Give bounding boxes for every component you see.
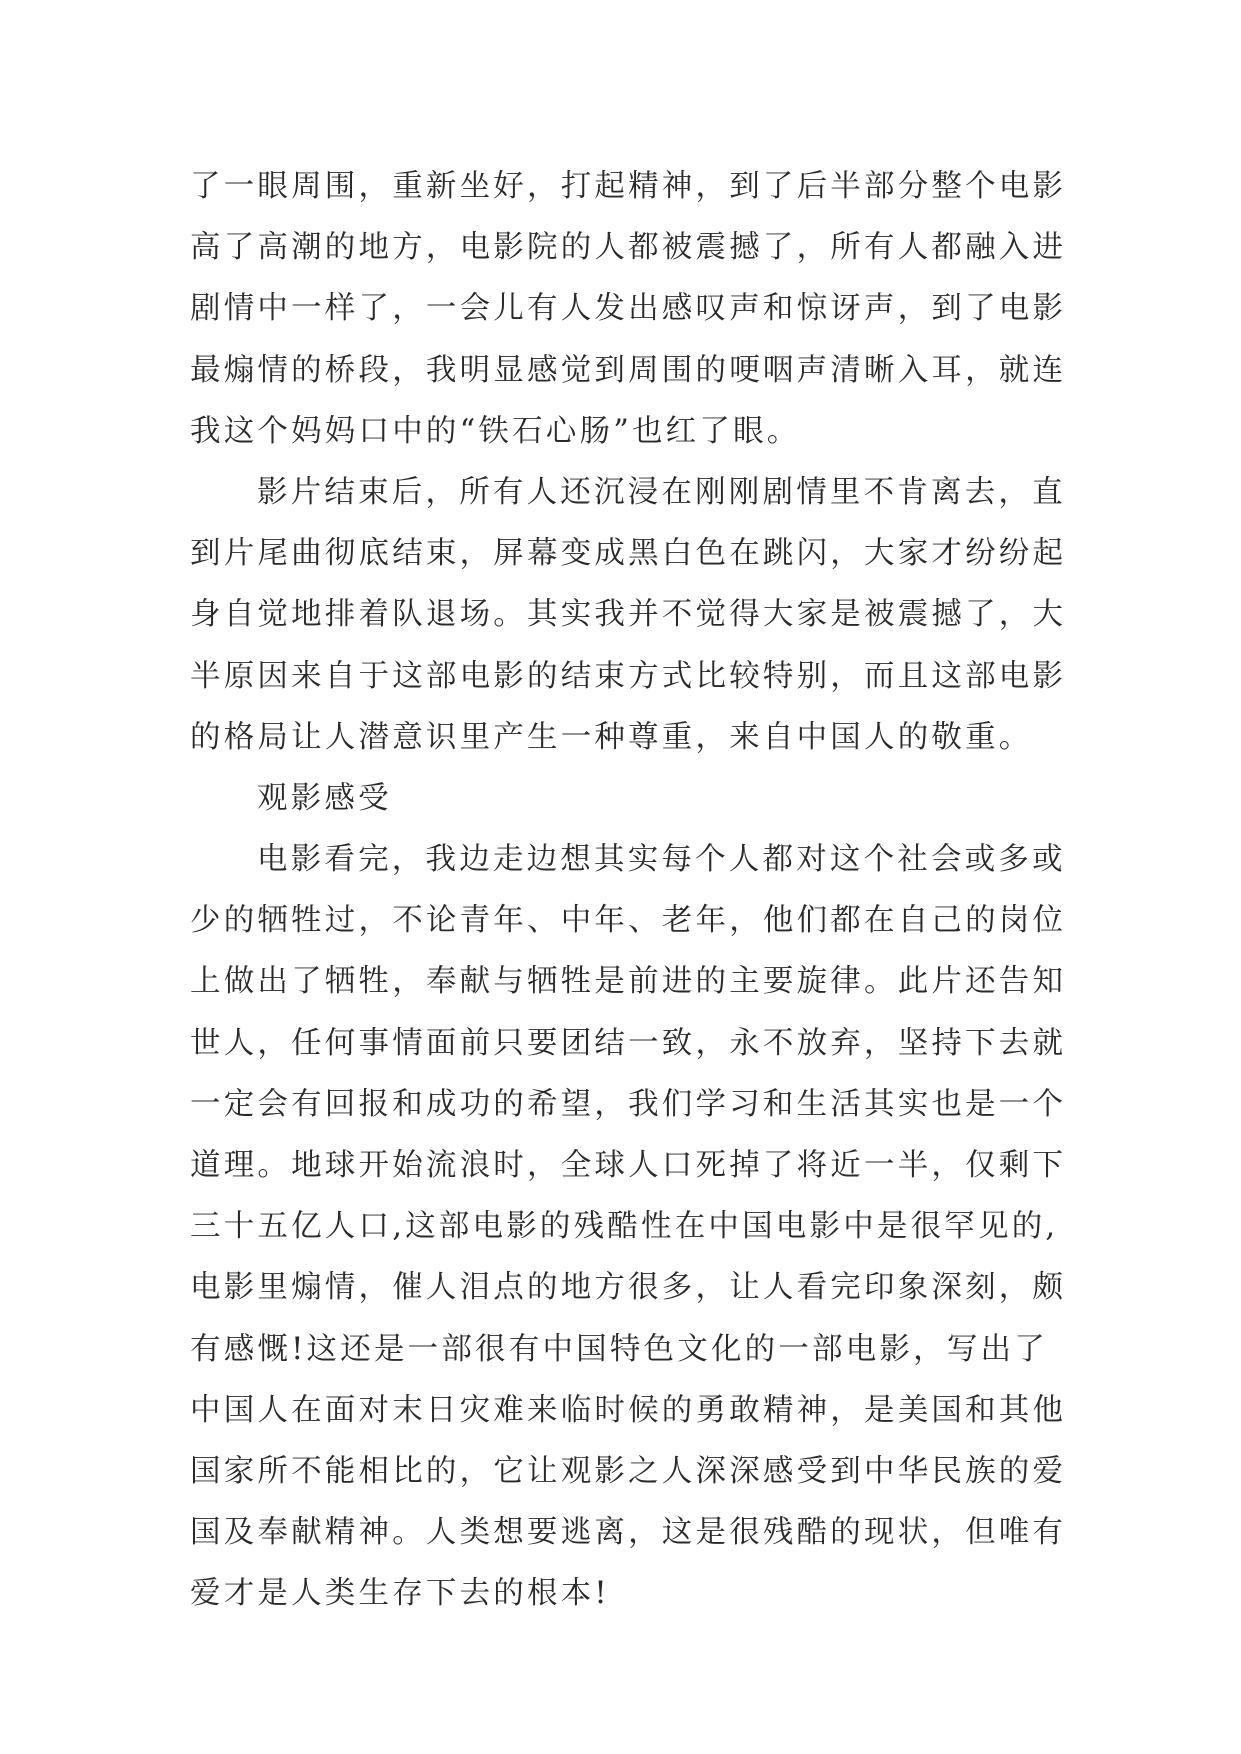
text-line: 少的牺牲过，不论青年、中年、老年，他们都在自己的岗位 <box>190 903 1067 939</box>
text-line: 三十五亿人口,这部电影的残酷性在中国电影中是很罕见的, <box>190 1209 1059 1245</box>
text-line: 有感慨!这还是一部很有中国特色文化的一部电影，写出了 <box>190 1331 1048 1367</box>
text-line: 高了高潮的地方，电影院的人都被震撼了，所有人都融入进 <box>190 230 1067 266</box>
text-line: 道理。地球开始流浪时，全球人口死掉了将近一半，仅剩下 <box>190 1148 1067 1183</box>
text-line: 中国人在面对末日灾难来临时候的勇敢精神，是美国和其他 <box>190 1392 1067 1428</box>
text-line: 爱才是人类生存下去的根本! <box>190 1576 610 1612</box>
text-line: 剧情中一样了，一会儿有人发出感叹声和惊讶声，到了电影 <box>190 291 1067 327</box>
text-line: 身自觉地排着队退场。其实我并不觉得大家是被震撼了，大 <box>190 597 1067 633</box>
text-line: 国家所不能相比的，它让观影之人深深感受到中华民族的爱 <box>190 1453 1067 1489</box>
text-line: 了一眼周围，重新坐好，打起精神，到了后半部分整个电影 <box>190 169 1067 204</box>
body-text <box>190 156 1067 1625</box>
text-line: 最煽情的桥段，我明显感觉到周围的哽咽声清晰入耳，就连 <box>190 352 1067 388</box>
text-line: 到片尾曲彻底结束，屏幕变成黑白色在跳闪，大家才纷纷起 <box>190 536 1067 572</box>
text-line: 电影里煽情，催人泪点的地方很多，让人看完印象深刻，颇 <box>190 1270 1067 1306</box>
text-line: 世人，任何事情面前只要团结一致，永不放弃，坚持下去就 <box>190 1025 1067 1061</box>
text-line: 我这个妈妈口中的“铁石心肠”也红了眼。 <box>190 413 801 449</box>
text-line: 电影看完，我边走边想其实每个人都对这个社会或多或 <box>257 842 1066 878</box>
text-line: 观影感受 <box>257 780 392 816</box>
text-line: 国及奉献精神。人类想要逃离，这是很残酷的现状，但唯有 <box>190 1515 1067 1551</box>
text-line: 上做出了牺牲，奉献与牺牲是前进的主要旋律。此片还告知 <box>190 964 1067 1000</box>
text-line: 的格局让人潜意识里产生一种尊重，来自中国人的敬重。 <box>190 719 1033 755</box>
text-line: 半原因来自于这部电影的结束方式比较特别，而且这部电影 <box>190 658 1067 694</box>
text-line: 影片结束后，所有人还沉浸在刚刚剧情里不肯离去，直 <box>257 474 1066 510</box>
text-line: 一定会有回报和成功的希望，我们学习和生活其实也是一个 <box>190 1086 1067 1122</box>
